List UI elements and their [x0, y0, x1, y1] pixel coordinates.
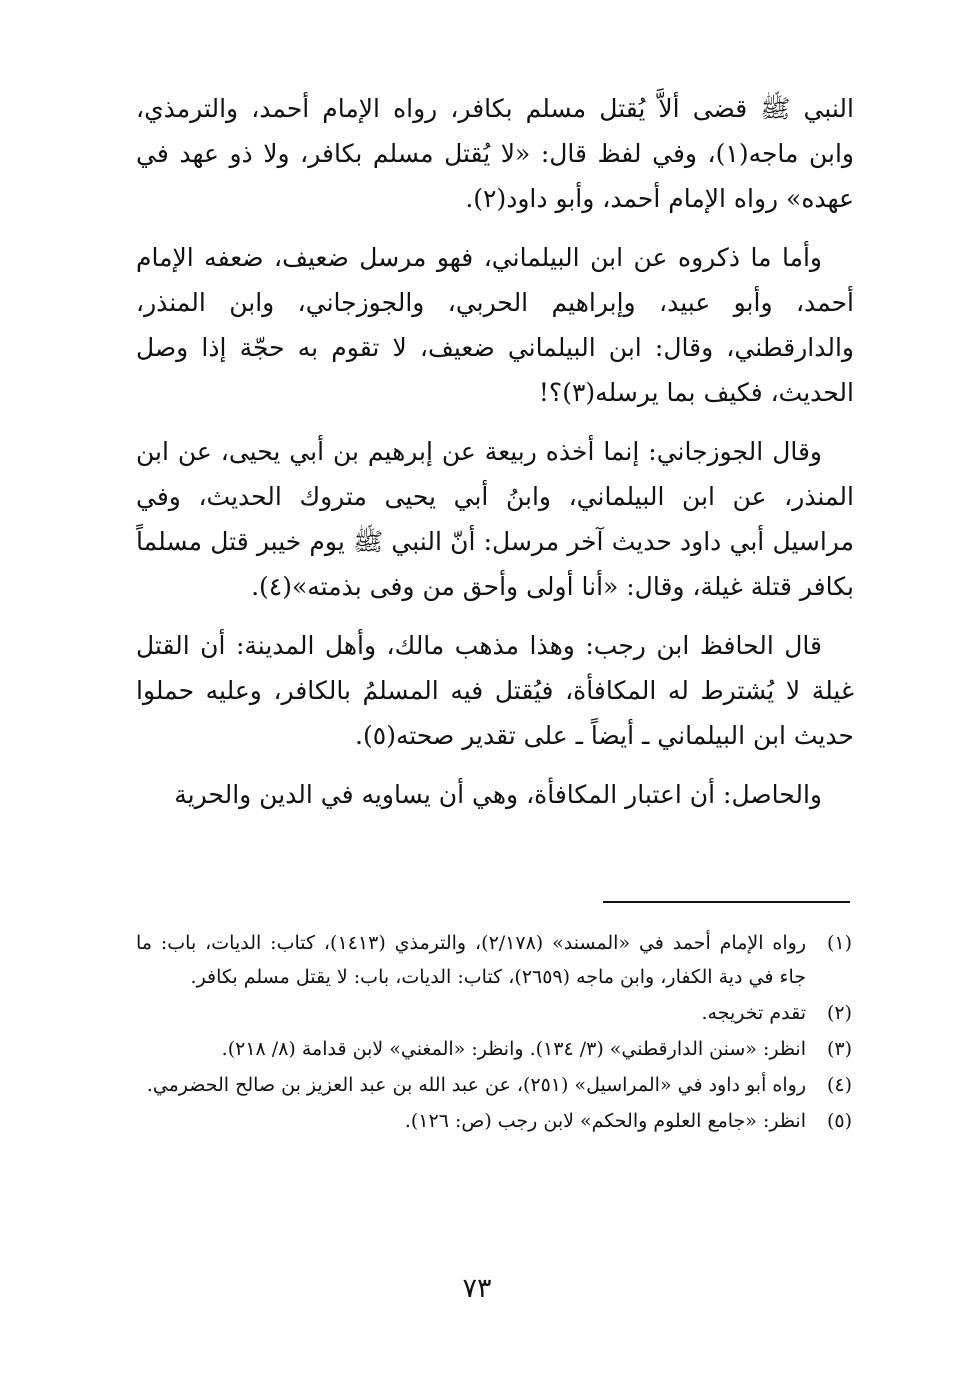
footnote-number: (١)	[826, 932, 852, 954]
footnote-5	[136, 1104, 852, 1138]
footnote-separator	[603, 901, 850, 903]
footnote-text: انظر: «سنن الدارقطني» (٣/ ١٣٤). وانظر: «المغني» لابن قدامة (٨/ ٢١٨).	[221, 1038, 806, 1060]
footnote-1	[136, 926, 852, 994]
main-text	[136, 86, 854, 831]
footnote-text: تقدم تخريجه.	[701, 1002, 806, 1024]
paragraph-2: وأما ما ذكروه عن ابن البيلماني، فهو مرسل ضعيف، ضعفه الإمام أحمد، وأبو عبيد، وإبراهيم الحربي، والجوزجاني، وابن المنذر، والدارقطني، وقال: ابن البيلماني ضعيف، لا تقوم به حجّة إذا وصل الحديث، فكيف بما يرسله(٣)؟!	[136, 243, 854, 407]
paragraph-5: والحاصل: أن اعتبار المكافأة، وهي أن يساويه في الدين والحرية	[174, 780, 822, 809]
footnote-number: (٣)	[826, 1038, 852, 1060]
paragraph-1: النبي ﷺ قضى ألاَّ يُقتل مسلم بكافر، رواه الإمام أحمد، والترمذي، وابن ماجه(١)، وفي لفظ قال: «لا يُقتل مسلم بكافر، ولا ذو عهد في عهده» رواه الإمام أحمد، وأبو داود(٢).	[136, 94, 855, 213]
footnote-2	[136, 996, 852, 1030]
footnote-3	[136, 1032, 852, 1066]
paragraph-4: قال الحافظ ابن رجب: وهذا مذهب مالك، وأهل المدينة: أن القتل غيلة لا يُشترط له المكافأة، فيُقتل فيه المسلمُ بالكافر، وعليه حملوا حديث ابن البيلماني ـ أيضاً ـ على تقدير صحته(٥).	[136, 631, 854, 750]
footnote-number: (٥)	[826, 1110, 852, 1132]
footnote-text: رواه الإمام أحمد في «المسند» (٢/١٧٨)، والترمذي (١٤١٣)، كتاب: الديات، باب: ما جاء في دية الكفار، وابن ماجه (٢٦٥٩)، كتاب: الديات، باب: لا يقتل مسلم بكافر.	[136, 932, 806, 988]
paragraph-3: وقال الجوزجاني: إنما أخذه ربيعة عن إبرهيم بن أبي يحيى، عن ابن المنذر، عن ابن البيلماني، وابنُ أبي يحيى متروك الحديث، وفي مراسيل أبي داود حديث آخر مرسل: أنّ النبي ﷺ يوم خيبر قتل مسلماً بكافر قتلة غيلة، وقال: «أنا أولى وأحق من وفى بذمته»(٤).	[136, 437, 854, 601]
footnote-text: رواه أبو داود في «المراسيل» (٢٥١)، عن عبد الله بن عبد العزيز بن صالح الحضرمي.	[146, 1074, 806, 1096]
footnotes	[136, 926, 852, 1140]
footnote-number: (٤)	[826, 1074, 852, 1096]
footnote-4	[136, 1068, 852, 1102]
page-number: ٧٣	[462, 1273, 492, 1304]
footnote-number: (٢)	[826, 1002, 852, 1024]
footnote-text: انظر: «جامع العلوم والحكم» لابن رجب (ص: ١٢٦).	[404, 1110, 806, 1132]
